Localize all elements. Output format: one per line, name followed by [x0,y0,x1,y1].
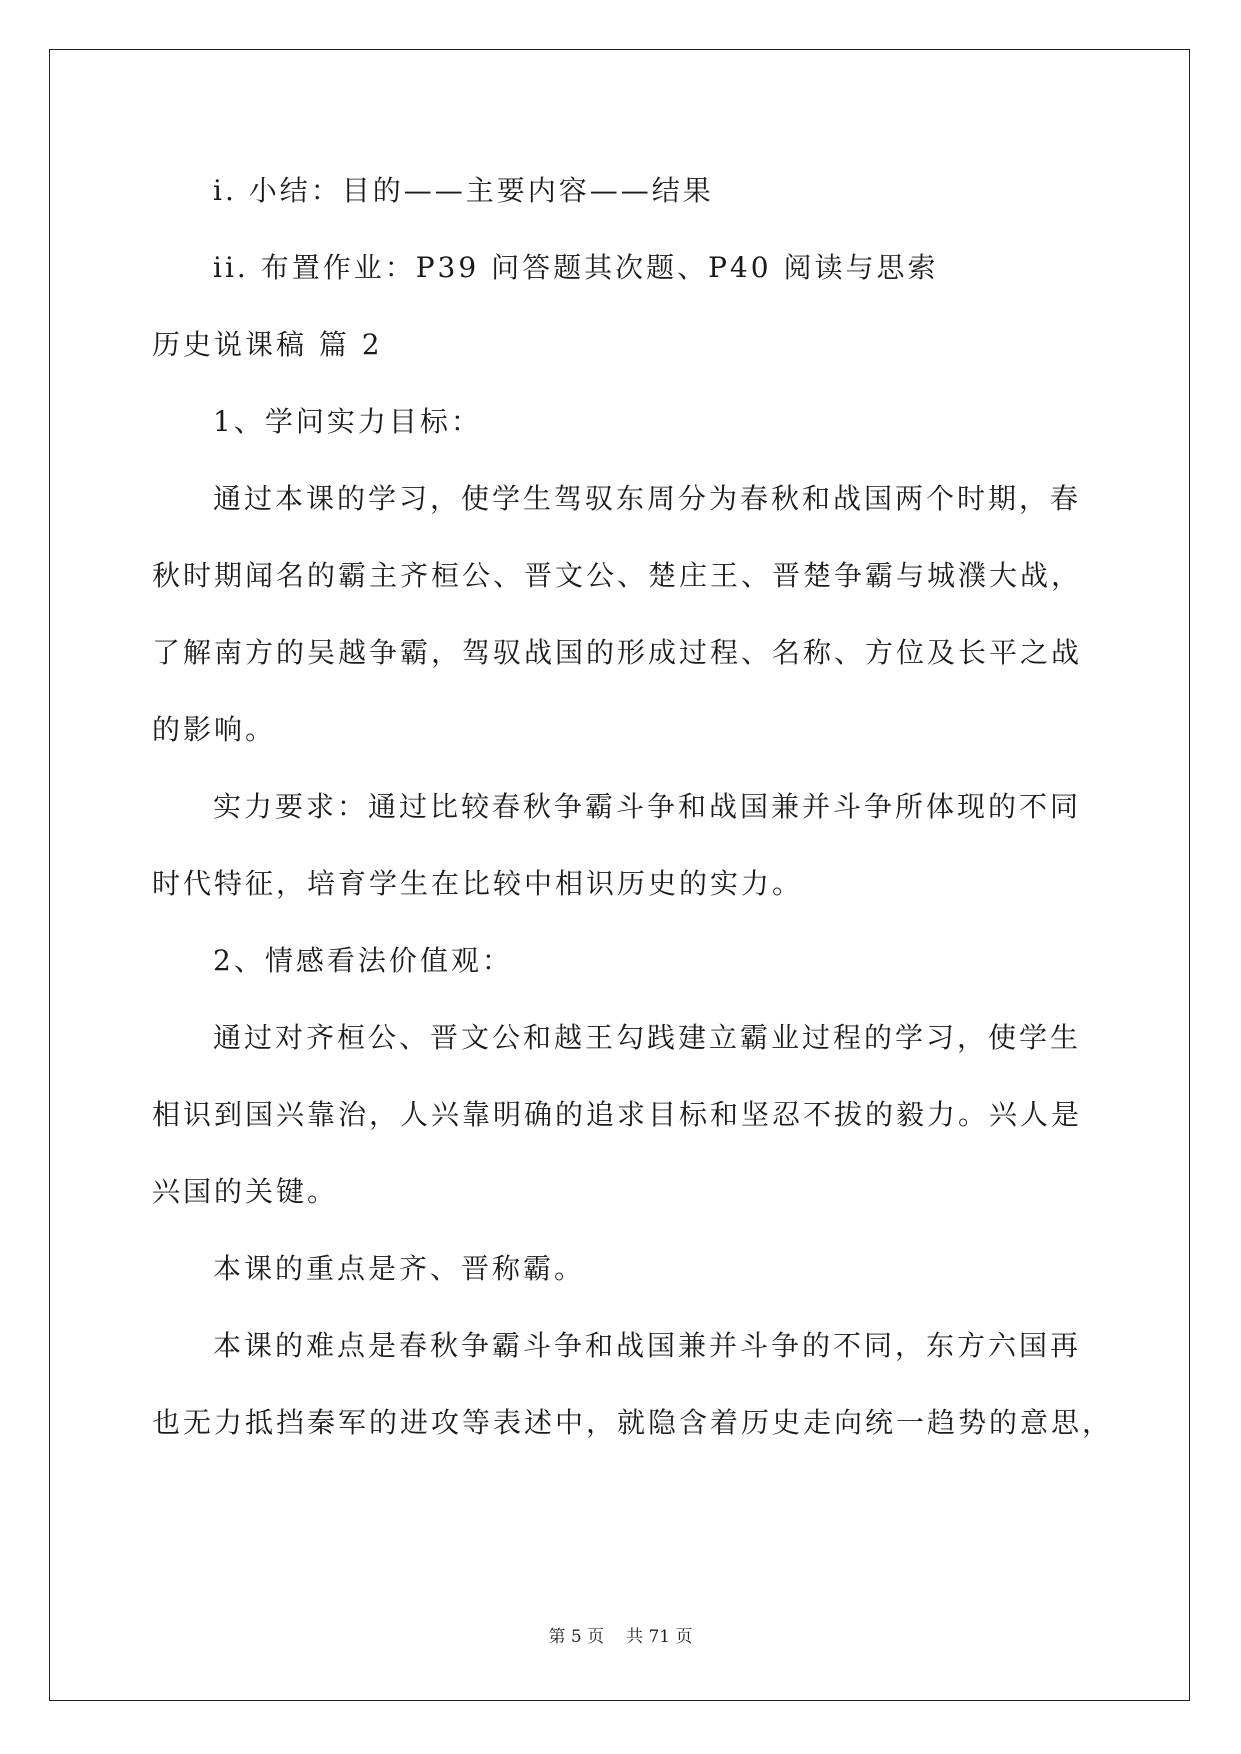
emotion-goal-heading: 2、情感看法价值观： [213,944,513,977]
paragraph-line: 通过对齐桓公、晋文公和越王勾践建立霸业过程的学习，使学生 [213,1021,1082,1054]
knowledge-goal-heading: 1、学问实力目标： [213,405,482,438]
section-heading: 历史说课稿 篇 2 [152,328,383,361]
summary-line: i. 小结：目的——主要内容——结果 [213,174,714,207]
paragraph-line: 的影响。 [152,713,277,746]
homework-line: ii. 布置作业：P39 问答题其次题、P40 阅读与思索 [213,251,939,284]
paragraph-line: 实力要求：通过比较春秋争霸斗争和战国兼并斗争所体现的不同 [213,790,1082,823]
paragraph-line: 秋时期闻名的霸主齐桓公、晋文公、楚庄王、晋楚争霸与城濮大战， [152,559,1083,592]
paragraph-line: 相识到国兴靠治，人兴靠明确的追求目标和坚忍不拔的毅力。兴人是 [152,1098,1083,1131]
page-number: 第 5 页 [548,1627,605,1647]
paragraph-line: 通过本课的学习，使学生驾驭东周分为春秋和战国两个时期，春 [213,482,1082,515]
key-point-line: 本课的重点是齐、晋称霸。 [213,1252,586,1285]
paragraph-line: 兴国的关键。 [152,1175,339,1208]
paragraph-line: 也无力抵挡秦军的进攻等表述中，就隐含着历史走向统一趋势的意思， [152,1406,1114,1439]
paragraph-line: 时代特征，培育学生在比较中相识历史的实力。 [152,867,804,900]
page-total: 共 71 页 [626,1627,693,1647]
page-footer [0,1622,1241,1647]
difficulty-line: 本课的难点是春秋争霸斗争和战国兼并斗争的不同，东方六国再 [213,1329,1082,1362]
paragraph-line: 了解南方的吴越争霸，驾驭战国的形成过程、名称、方位及长平之战 [152,636,1083,669]
